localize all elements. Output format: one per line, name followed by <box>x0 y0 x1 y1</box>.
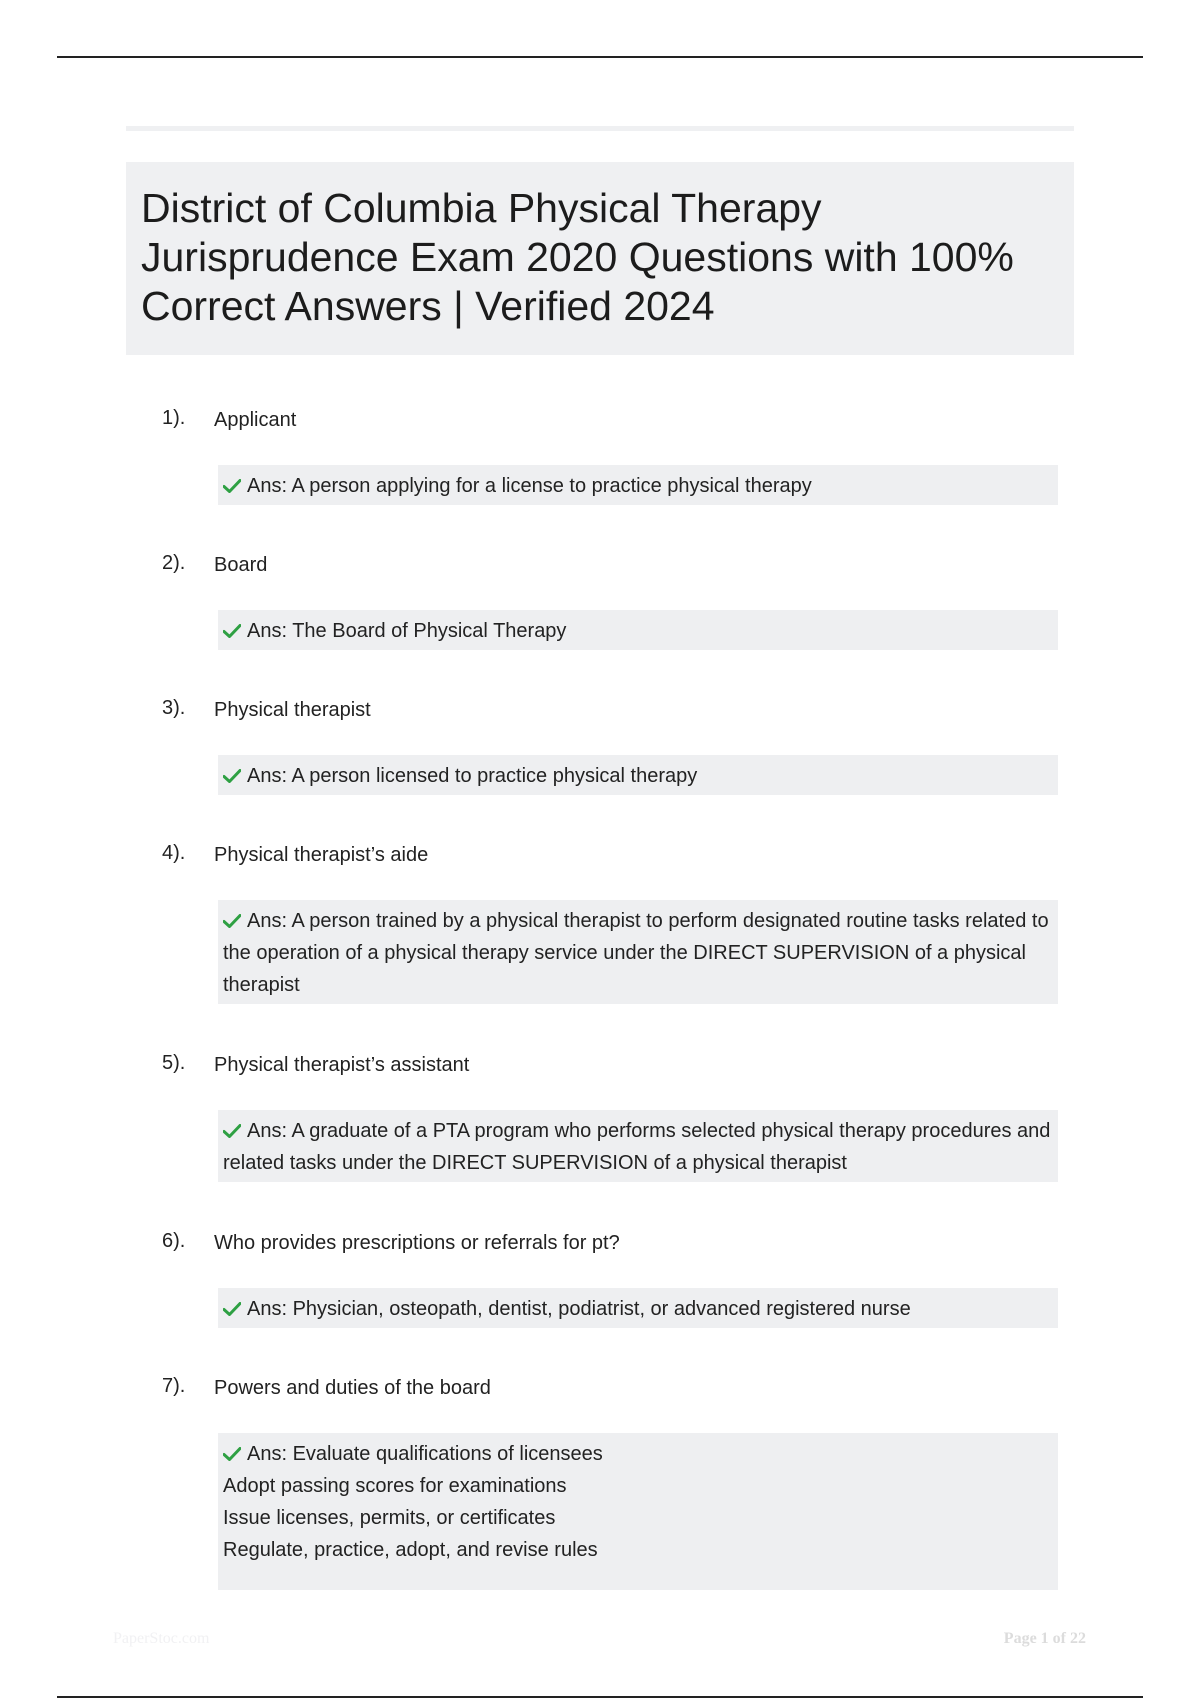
question-number: 5). <box>162 1052 186 1074</box>
check-icon <box>223 914 241 928</box>
answer-box <box>218 465 1058 505</box>
check-icon <box>223 479 241 493</box>
check-icon <box>223 769 241 783</box>
answer-text: Ans: A graduate of a PTA program who performs selected physical therapy procedures and related tasks under the DIRECT SUPERVISION of a physical therapist <box>223 1120 1051 1174</box>
check-icon <box>223 624 241 638</box>
page-number: Page 1 of 22 <box>1003 1630 1086 1647</box>
answer-box <box>218 1288 1058 1328</box>
answer-box <box>218 755 1058 795</box>
answer-box <box>218 900 1058 1004</box>
question-text: Physical therapist <box>214 699 371 721</box>
question-text: Powers and duties of the board <box>214 1377 491 1399</box>
answer-box <box>218 1110 1058 1182</box>
answer-box <box>218 610 1058 650</box>
question-number: 7). <box>162 1375 186 1397</box>
answer-text: Ans: The Board of Physical Therapy <box>247 620 567 642</box>
question-text: Physical therapist’s assistant <box>214 1054 470 1076</box>
header-separator <box>126 126 1074 131</box>
check-icon <box>223 1302 241 1316</box>
question-text: Board <box>214 554 268 576</box>
question-number: 6). <box>162 1230 186 1252</box>
question-text: Applicant <box>214 409 297 431</box>
bottom-rule <box>57 1696 1143 1698</box>
question-number: 2). <box>162 552 186 574</box>
answer-text: Ans: A person trained by a physical therapist to perform designated routine tasks related to the operation of a physical therapy service under the DIRECT SUPERVISION of a physical therapist <box>223 910 1049 996</box>
question-number: 3). <box>162 697 186 719</box>
question-number: 1). <box>162 407 186 429</box>
answer-box <box>218 1433 1058 1590</box>
page-title: District of Columbia Physical Therapy Jurisprudence Exam 2020 Questions with 100% Correct Answers | Verified 2024 <box>141 185 1014 329</box>
answer-text: Ans: Evaluate qualifications of licensees Adopt passing scores for examinations Issue licenses, permits, or certificates Regulate, practice, adopt, and revise rules <box>223 1443 603 1561</box>
check-icon <box>223 1124 241 1138</box>
answer-text: Ans: A person licensed to practice physical therapy <box>247 765 698 787</box>
question-text: Physical therapist’s aide <box>214 844 429 866</box>
top-rule <box>57 56 1143 58</box>
question-number: 4). <box>162 842 186 864</box>
answer-text: Ans: A person applying for a license to practice physical therapy <box>247 475 812 497</box>
answer-text: Ans: Physician, osteopath, dentist, podiatrist, or advanced registered nurse <box>247 1298 911 1320</box>
question-text: Who provides prescriptions or referrals for pt? <box>214 1232 620 1254</box>
title-box <box>126 162 1074 355</box>
check-icon <box>223 1447 241 1461</box>
watermark: PaperStoc.com <box>113 1630 210 1647</box>
